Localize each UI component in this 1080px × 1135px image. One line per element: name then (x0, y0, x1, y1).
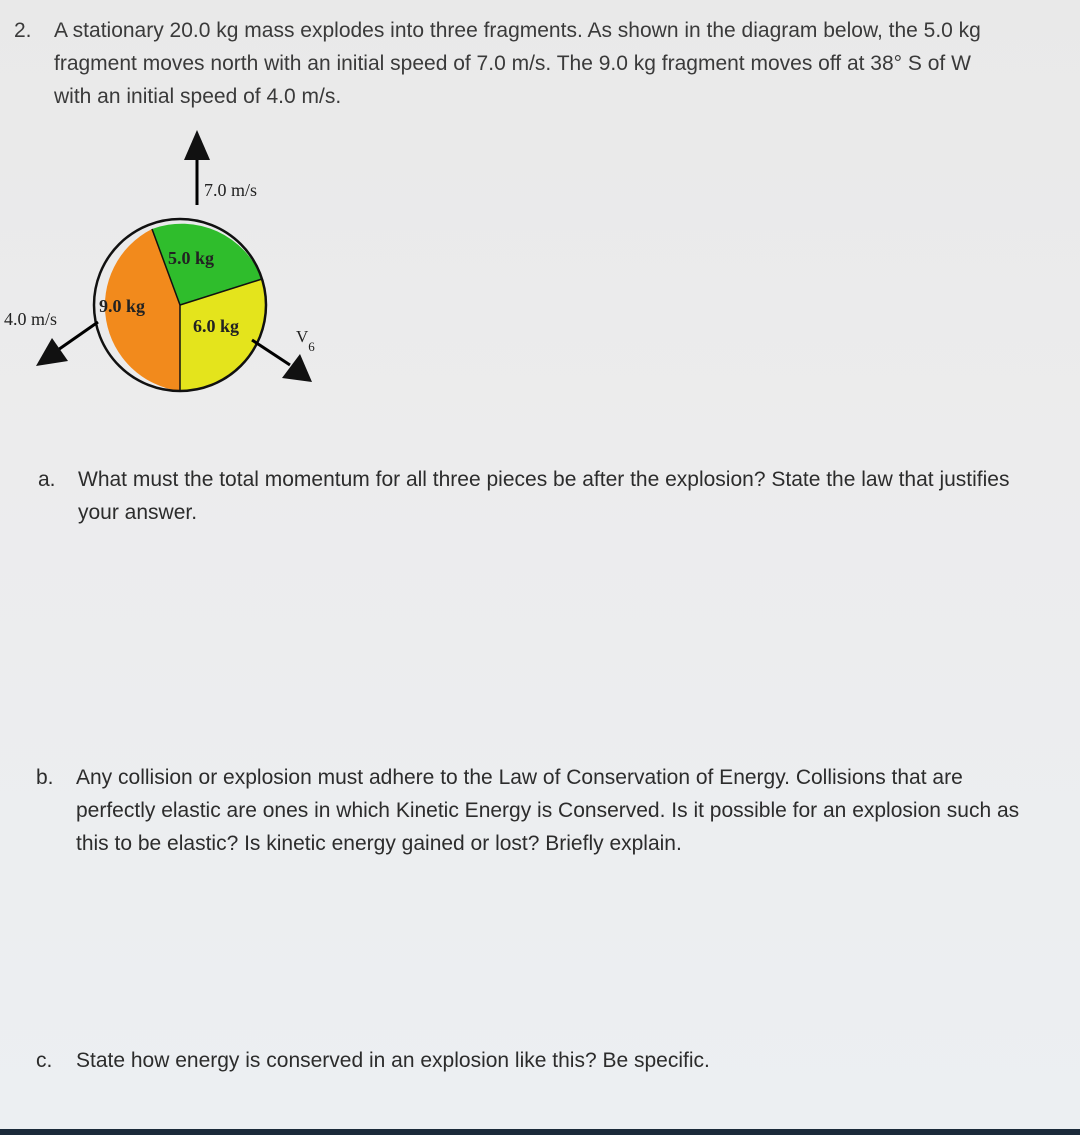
problem-text: A stationary 20.0 kg mass explodes into three fragments. As shown in the diagram below, the 5.0 kg fragment moves north with an initial speed of 7.0 m/s. The 9.0 kg fragment moves off at 38° S of W with an initial speed of 4.0 m/s. (54, 19, 981, 108)
southwest-arrow-shaft (55, 322, 98, 352)
southeast-arrow-head (282, 354, 312, 382)
explosion-diagram (0, 120, 340, 400)
question-b-text: Any collision or explosion must adhere to the Law of Conservation of Energy. Collisions that are perfectly elastic are ones in which Kinetic Energy is Conserved. Is it possible for an explosion such as this to be elastic? Is kinetic energy gained or lost? Briefly explain. (76, 766, 1020, 855)
bottom-screen-edge (0, 1129, 1080, 1135)
speed-north-label: 7.0 m/s (204, 180, 258, 200)
southeast-arrow-shaft (252, 340, 290, 365)
question-c (36, 1044, 1026, 1077)
mass-label-9kg: 9.0 kg (99, 296, 146, 316)
question-b (36, 761, 1026, 860)
problem-statement (14, 14, 1014, 113)
question-a (38, 463, 1018, 529)
speed-west-label: 4.0 m/s (4, 309, 58, 329)
mass-label-5kg: 5.0 kg (168, 248, 215, 268)
velocity-subscript: 6 (308, 339, 315, 354)
question-a-letter: a. (38, 468, 56, 491)
north-arrow-head (184, 130, 210, 160)
velocity-symbol: V (296, 327, 309, 346)
question-b-letter: b. (36, 766, 54, 789)
question-c-text: State how energy is conserved in an explosion like this? Be specific. (76, 1049, 710, 1072)
southwest-arrow-head (36, 338, 68, 366)
question-a-text: What must the total momentum for all three pieces be after the explosion? State the law that justifies your answer. (78, 468, 1010, 524)
mass-label-6kg: 6.0 kg (193, 316, 240, 336)
problem-number: 2. (14, 19, 32, 42)
question-c-letter: c. (36, 1049, 53, 1072)
unknown-velocity-label (296, 327, 315, 354)
